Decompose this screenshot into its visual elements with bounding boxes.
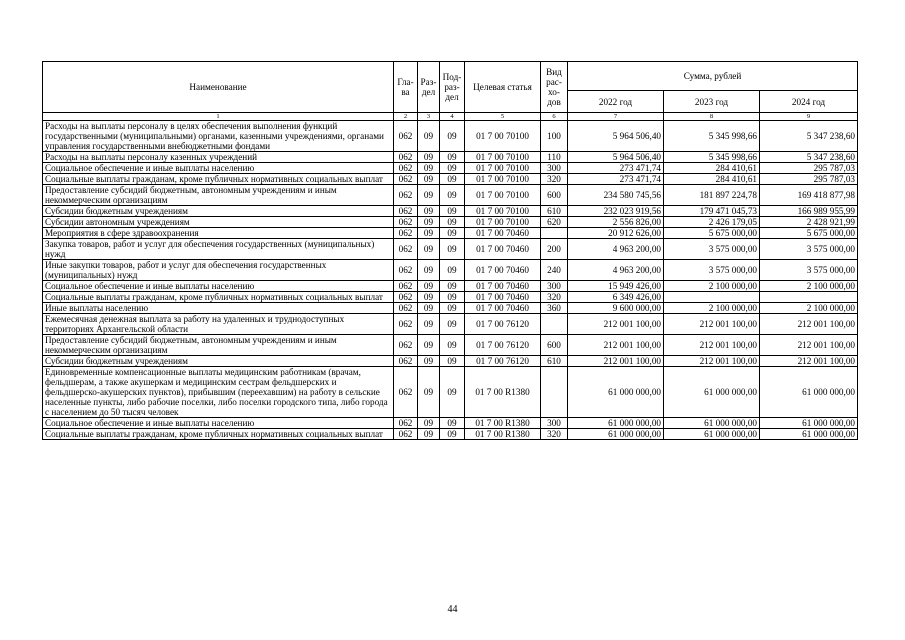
row-expense-type xyxy=(541,228,568,239)
row-sum-2022: 273 471,74 xyxy=(568,174,664,185)
row-target-article: 01 7 00 70100 xyxy=(465,217,541,228)
table-row xyxy=(43,239,858,260)
row-name: Субсидии бюджетным учреждениям xyxy=(43,206,394,217)
row-chapter: 062 xyxy=(394,281,418,292)
row-sum-2023: 3 575 000,00 xyxy=(664,260,760,281)
row-chapter: 062 xyxy=(394,260,418,281)
row-name: Иные выплаты населению xyxy=(43,303,394,314)
row-section: 09 xyxy=(418,206,440,217)
row-sum-2023: 5 675 000,00 xyxy=(664,228,760,239)
header-year-2022: 2022 год xyxy=(568,91,664,113)
row-sum-2024: 5 347 238,60 xyxy=(760,121,858,152)
row-expense-type xyxy=(541,314,568,335)
row-sum-2024: 3 575 000,00 xyxy=(760,260,858,281)
row-sum-2024: 295 787,03 xyxy=(760,163,858,174)
row-expense-type: 320 xyxy=(541,429,568,440)
row-sum-2022: 9 600 000,00 xyxy=(568,303,664,314)
row-sum-2024: 212 001 100,00 xyxy=(760,314,858,335)
row-sum-2022: 5 964 506,40 xyxy=(568,121,664,152)
row-sum-2023: 61 000 000,00 xyxy=(664,429,760,440)
row-sum-2024: 212 001 100,00 xyxy=(760,356,858,367)
row-subsection: 09 xyxy=(440,185,465,206)
row-expense-type: 200 xyxy=(541,239,568,260)
row-target-article: 01 7 00 76120 xyxy=(465,356,541,367)
row-chapter: 062 xyxy=(394,429,418,440)
row-name: Социальные выплаты гражданам, кроме публичных нормативных социальных выплат xyxy=(43,429,394,440)
row-sum-2023: 284 410,61 xyxy=(664,174,760,185)
row-chapter: 062 xyxy=(394,152,418,163)
row-sum-2024: 2 100 000,00 xyxy=(760,303,858,314)
row-sum-2023: 284 410,61 xyxy=(664,163,760,174)
table-row xyxy=(43,260,858,281)
row-chapter: 062 xyxy=(394,335,418,356)
row-subsection: 09 xyxy=(440,163,465,174)
row-section: 09 xyxy=(418,239,440,260)
row-sum-2023: 61 000 000,00 xyxy=(664,418,760,429)
row-name: Расходы на выплаты персоналу казенных учреждений xyxy=(43,152,394,163)
table-row xyxy=(43,418,858,429)
row-sum-2024: 61 000 000,00 xyxy=(760,429,858,440)
row-sum-2024: 5 347 238,60 xyxy=(760,152,858,163)
row-chapter: 062 xyxy=(394,356,418,367)
row-target-article: 01 7 00 70460 xyxy=(465,292,541,303)
row-expense-type: 110 xyxy=(541,152,568,163)
row-subsection: 09 xyxy=(440,314,465,335)
row-sum-2023 xyxy=(664,292,760,303)
header-year-2023: 2023 год xyxy=(664,91,760,113)
row-sum-2023: 2 100 000,00 xyxy=(664,281,760,292)
row-expense-type: 620 xyxy=(541,217,568,228)
row-target-article: 01 7 00 70100 xyxy=(465,206,541,217)
row-name: Субсидии автономным учреждениям xyxy=(43,217,394,228)
row-section: 09 xyxy=(418,163,440,174)
row-sum-2022: 273 471,74 xyxy=(568,163,664,174)
row-expense-type: 600 xyxy=(541,185,568,206)
row-sum-2023: 179 471 045,73 xyxy=(664,206,760,217)
row-target-article: 01 7 00 70100 xyxy=(465,185,541,206)
row-chapter: 062 xyxy=(394,174,418,185)
row-section: 09 xyxy=(418,314,440,335)
row-section: 09 xyxy=(418,367,440,418)
row-name: Расходы на выплаты персоналу в целях обеспечения выполнения функций государственными (муниципальными) органами, казенными учреждениями, органами управления государственными внебюджетными фондами xyxy=(43,121,394,152)
row-sum-2022: 212 001 100,00 xyxy=(568,335,664,356)
table-row xyxy=(43,292,858,303)
row-sum-2022: 15 949 426,00 xyxy=(568,281,664,292)
row-sum-2023: 5 345 998,66 xyxy=(664,121,760,152)
table-row xyxy=(43,314,858,335)
table-row xyxy=(43,281,858,292)
table-row xyxy=(43,303,858,314)
row-subsection: 09 xyxy=(440,292,465,303)
row-section: 09 xyxy=(418,429,440,440)
header-name: Наименование xyxy=(43,62,394,113)
row-subsection: 09 xyxy=(440,174,465,185)
budget-table xyxy=(42,61,858,440)
header-year-2024: 2024 год xyxy=(760,91,858,113)
table-body xyxy=(43,121,858,440)
row-target-article: 01 7 00 70460 xyxy=(465,281,541,292)
row-sum-2023: 2 426 179,05 xyxy=(664,217,760,228)
row-section: 09 xyxy=(418,185,440,206)
row-sum-2024: 3 575 000,00 xyxy=(760,239,858,260)
row-target-article: 01 7 00 70460 xyxy=(465,239,541,260)
row-section: 09 xyxy=(418,260,440,281)
header-subsection: Под-раз-дел xyxy=(440,62,465,113)
table-row xyxy=(43,356,858,367)
row-chapter: 062 xyxy=(394,314,418,335)
row-subsection: 09 xyxy=(440,335,465,356)
row-chapter: 062 xyxy=(394,239,418,260)
row-name: Иные закупки товаров, работ и услуг для обеспечения государственных (муниципальных) нужд xyxy=(43,260,394,281)
row-subsection: 09 xyxy=(440,260,465,281)
row-expense-type: 360 xyxy=(541,303,568,314)
row-target-article: 01 7 00 70460 xyxy=(465,260,541,281)
row-sum-2024: 61 000 000,00 xyxy=(760,367,858,418)
row-name: Предоставление субсидий бюджетным, автономным учреждениям и иным некоммерческим организациям xyxy=(43,335,394,356)
row-sum-2023: 212 001 100,00 xyxy=(664,356,760,367)
row-sum-2024: 2 100 000,00 xyxy=(760,281,858,292)
row-sum-2022: 234 580 745,56 xyxy=(568,185,664,206)
row-sum-2022: 61 000 000,00 xyxy=(568,429,664,440)
row-subsection: 09 xyxy=(440,303,465,314)
row-name: Социальное обеспечение и иные выплаты населению xyxy=(43,163,394,174)
page-number: 44 xyxy=(447,604,458,615)
row-target-article: 01 7 00 70100 xyxy=(465,152,541,163)
row-subsection: 09 xyxy=(440,217,465,228)
row-target-article: 01 7 00 70460 xyxy=(465,303,541,314)
table-row xyxy=(43,152,858,163)
row-section: 09 xyxy=(418,418,440,429)
row-target-article: 01 7 00 76120 xyxy=(465,314,541,335)
table-row xyxy=(43,121,858,152)
row-section: 09 xyxy=(418,281,440,292)
column-number: 3 xyxy=(418,113,440,121)
table-row xyxy=(43,228,858,239)
row-expense-type: 240 xyxy=(541,260,568,281)
row-sum-2024: 2 428 921,99 xyxy=(760,217,858,228)
row-chapter: 062 xyxy=(394,121,418,152)
row-expense-type: 300 xyxy=(541,418,568,429)
table-row xyxy=(43,185,858,206)
row-target-article: 01 7 00 70100 xyxy=(465,174,541,185)
row-sum-2024: 169 418 877,98 xyxy=(760,185,858,206)
row-sum-2023: 61 000 000,00 xyxy=(664,367,760,418)
row-section: 09 xyxy=(418,121,440,152)
row-subsection: 09 xyxy=(440,206,465,217)
row-section: 09 xyxy=(418,335,440,356)
row-expense-type: 100 xyxy=(541,121,568,152)
row-section: 09 xyxy=(418,217,440,228)
row-target-article: 01 7 00 70100 xyxy=(465,163,541,174)
row-expense-type: 610 xyxy=(541,356,568,367)
row-sum-2022: 212 001 100,00 xyxy=(568,356,664,367)
row-subsection: 09 xyxy=(440,418,465,429)
row-name: Единовременные компенсационные выплаты медицинским работникам (врачам, фельдшерам, а также акушеркам и медицинским сестрам фельдшерских и фельдшерско-акушерских пунктов), прибывшим (переехавшим) на работу в сельские населенные пункты, либо рабочие поселки, либо поселки городского типа, либо города с населением до 50 тысяч человек xyxy=(43,367,394,418)
row-expense-type xyxy=(541,367,568,418)
row-sum-2022: 4 963 200,00 xyxy=(568,239,664,260)
row-sum-2023: 2 100 000,00 xyxy=(664,303,760,314)
row-sum-2023: 181 897 224,78 xyxy=(664,185,760,206)
column-number: 5 xyxy=(465,113,541,121)
row-name: Социальные выплаты гражданам, кроме публичных нормативных социальных выплат xyxy=(43,174,394,185)
row-sum-2022: 232 023 919,56 xyxy=(568,206,664,217)
row-section: 09 xyxy=(418,303,440,314)
row-sum-2024: 166 989 955,99 xyxy=(760,206,858,217)
column-number: 2 xyxy=(394,113,418,121)
row-expense-type: 320 xyxy=(541,292,568,303)
row-expense-type: 300 xyxy=(541,163,568,174)
row-chapter: 062 xyxy=(394,418,418,429)
row-section: 09 xyxy=(418,174,440,185)
table-row xyxy=(43,429,858,440)
row-subsection: 09 xyxy=(440,356,465,367)
row-target-article: 01 7 00 R1380 xyxy=(465,418,541,429)
row-subsection: 09 xyxy=(440,152,465,163)
row-chapter: 062 xyxy=(394,228,418,239)
row-sum-2022: 4 963 200,00 xyxy=(568,260,664,281)
table-row xyxy=(43,217,858,228)
row-subsection: 09 xyxy=(440,429,465,440)
row-chapter: 062 xyxy=(394,292,418,303)
table-row xyxy=(43,367,858,418)
row-subsection: 09 xyxy=(440,121,465,152)
header-section: Раз-дел xyxy=(418,62,440,113)
row-target-article: 01 7 00 70460 xyxy=(465,228,541,239)
column-number: 9 xyxy=(760,113,858,121)
row-section: 09 xyxy=(418,356,440,367)
row-chapter: 062 xyxy=(394,163,418,174)
row-name: Субсидии бюджетным учреждениям xyxy=(43,356,394,367)
row-sum-2022: 6 349 426,00 xyxy=(568,292,664,303)
row-section: 09 xyxy=(418,152,440,163)
row-expense-type: 600 xyxy=(541,335,568,356)
row-sum-2023: 5 345 998,66 xyxy=(664,152,760,163)
row-sum-2022: 2 556 826,00 xyxy=(568,217,664,228)
row-sum-2022: 5 964 506,40 xyxy=(568,152,664,163)
row-chapter: 062 xyxy=(394,303,418,314)
row-sum-2023: 3 575 000,00 xyxy=(664,239,760,260)
row-sum-2022: 61 000 000,00 xyxy=(568,367,664,418)
column-number: 8 xyxy=(664,113,760,121)
row-target-article: 01 7 00 R1380 xyxy=(465,429,541,440)
row-sum-2023: 212 001 100,00 xyxy=(664,335,760,356)
row-expense-type: 300 xyxy=(541,281,568,292)
row-name: Социальные выплаты гражданам, кроме публичных нормативных социальных выплат xyxy=(43,292,394,303)
table-row xyxy=(43,335,858,356)
column-numbers-row xyxy=(43,113,858,121)
header-target-article: Целевая статья xyxy=(465,62,541,113)
row-target-article: 01 7 00 70100 xyxy=(465,121,541,152)
row-sum-2024: 295 787,03 xyxy=(760,174,858,185)
row-sum-2022: 61 000 000,00 xyxy=(568,418,664,429)
row-sum-2024 xyxy=(760,292,858,303)
row-chapter: 062 xyxy=(394,185,418,206)
row-subsection: 09 xyxy=(440,367,465,418)
header-sum-title: Сумма, рублей xyxy=(568,62,858,91)
row-expense-type: 320 xyxy=(541,174,568,185)
row-subsection: 09 xyxy=(440,281,465,292)
column-number: 1 xyxy=(43,113,394,121)
row-name: Закупка товаров, работ и услуг для обеспечения государственных (муниципальных) нужд xyxy=(43,239,394,260)
row-name: Предоставление субсидий бюджетным, автономным учреждениям и иным некоммерческим организациям xyxy=(43,185,394,206)
row-subsection: 09 xyxy=(440,239,465,260)
header-chapter: Гла-ва xyxy=(394,62,418,113)
row-name: Социальное обеспечение и иные выплаты населению xyxy=(43,418,394,429)
column-number: 4 xyxy=(440,113,465,121)
column-number: 7 xyxy=(568,113,664,121)
row-chapter: 062 xyxy=(394,206,418,217)
row-name: Ежемесячная денежная выплата за работу на удаленных и труднодоступных территориях Архангельской области xyxy=(43,314,394,335)
row-name: Социальное обеспечение и иные выплаты населению xyxy=(43,281,394,292)
table-row xyxy=(43,206,858,217)
column-number: 6 xyxy=(541,113,568,121)
row-sum-2024: 5 675 000,00 xyxy=(760,228,858,239)
row-subsection: 09 xyxy=(440,228,465,239)
row-sum-2022: 212 001 100,00 xyxy=(568,314,664,335)
header-expense-type: Вид рас-хо-дов xyxy=(541,62,568,113)
row-sum-2024: 212 001 100,00 xyxy=(760,335,858,356)
row-section: 09 xyxy=(418,292,440,303)
row-target-article: 01 7 00 R1380 xyxy=(465,367,541,418)
row-sum-2024: 61 000 000,00 xyxy=(760,418,858,429)
row-sum-2022: 20 912 626,00 xyxy=(568,228,664,239)
row-target-article: 01 7 00 76120 xyxy=(465,335,541,356)
table-row xyxy=(43,174,858,185)
row-chapter: 062 xyxy=(394,217,418,228)
table-row xyxy=(43,163,858,174)
row-expense-type: 610 xyxy=(541,206,568,217)
row-name: Мероприятия в сфере здравоохранения xyxy=(43,228,394,239)
row-sum-2023: 212 001 100,00 xyxy=(664,314,760,335)
row-section: 09 xyxy=(418,228,440,239)
row-chapter: 062 xyxy=(394,367,418,418)
